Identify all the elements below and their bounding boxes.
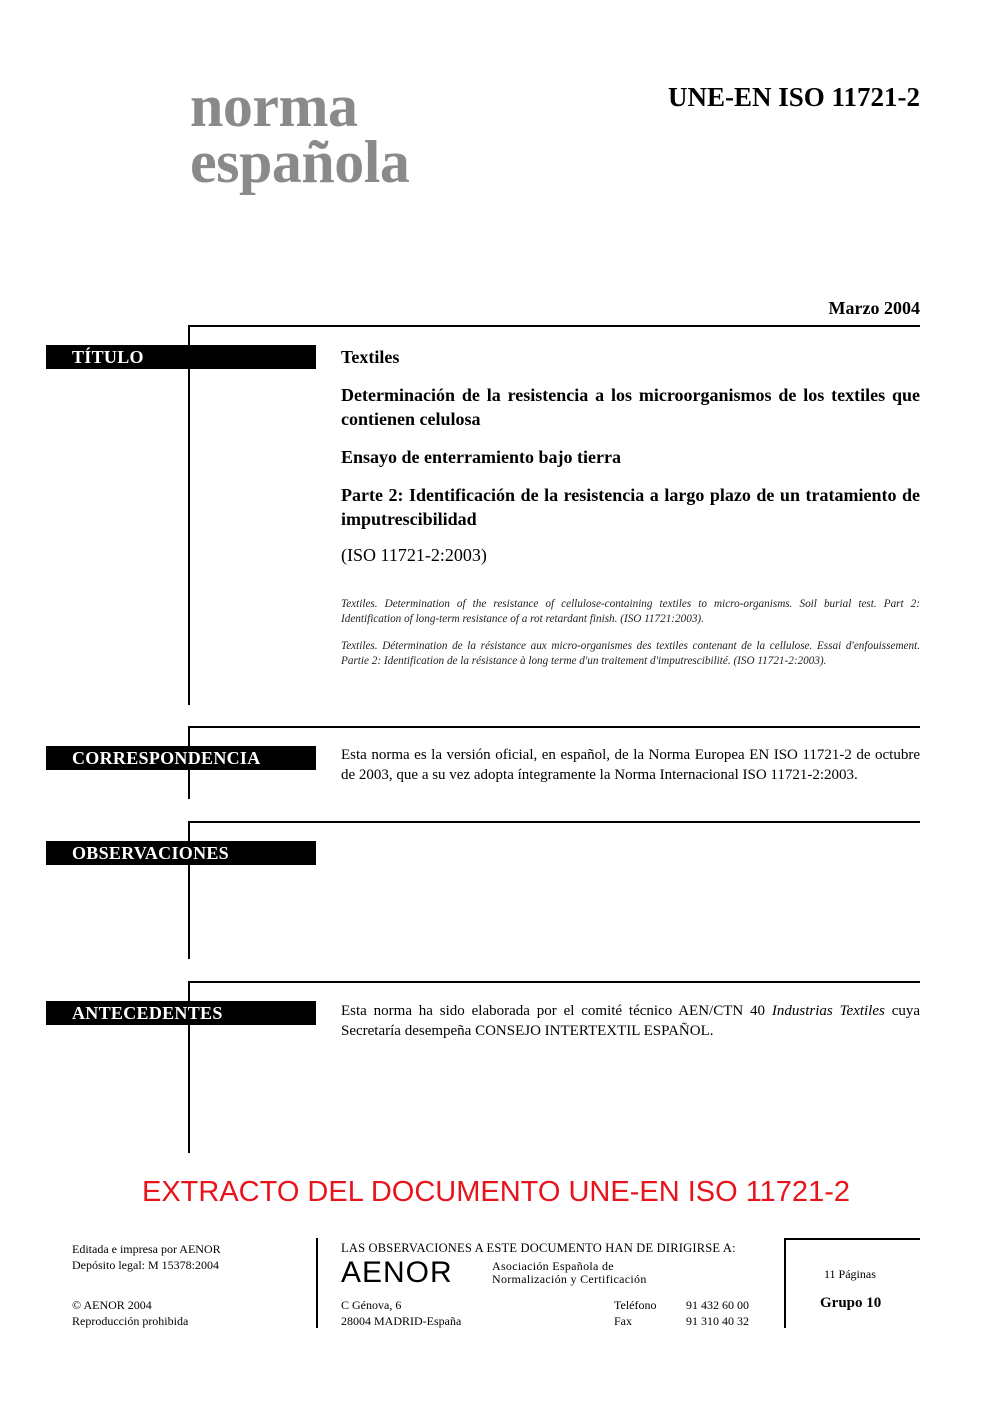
title-line-textiles: Textiles [341,347,400,367]
title-top-rule [188,325,920,327]
footer-box-top-rule [784,1238,920,1240]
title-line-test: Ensayo de enterramiento bajo tierra [341,447,621,467]
footer-publisher [72,1241,221,1273]
extract-watermark: EXTRACTO DEL DOCUMENTO UNE-EN ISO 11721-2 [142,1176,850,1208]
footer-reproduction: Reproducción prohibida [72,1314,189,1328]
correspondencia-text: Esta norma es la versión oficial, en español, de la Norma Europea EN ISO 11721-2 de octubre de 2003, que a su vez adopta íntegramente la Norma Internacional ISO 11721-2:2003. [341,747,920,783]
footer-separator-right [784,1238,786,1328]
standard-code: UNE-EN ISO 11721-2 [667,82,920,112]
footer-contact-values [686,1297,749,1329]
iso-reference: (ISO 11721-2:2003) [341,545,487,565]
antecedentes-text [341,1001,920,1041]
publication-date: Marzo 2004 [828,298,920,318]
brand-line-1: norma [190,73,358,139]
antecedentes-top-rule [188,981,920,983]
title-line-part: Parte 2: Identificación de la resistencia a largo plazo de un tratamiento de imputrescibilidad [341,485,920,529]
antecedentes-text-after: cuya Secretaría desempeña CONSEJO INTERTEXTIL ESPAÑOL. [341,1003,921,1039]
footer-phone-value: 91 432 60 00 [686,1298,749,1312]
aenor-logo: AENOR [341,1256,453,1289]
aenor-full-name [492,1260,647,1286]
price-group: Grupo 10 [820,1295,882,1311]
footer-observations-heading: LAS OBSERVACIONES A ESTE DOCUMENTO HAN DE DIRIGIRSE A: [341,1241,736,1255]
antecedentes-text-before: Esta norma ha sido elaborada por el comité técnico AEN/CTN 40 [341,1003,772,1019]
footer-address [341,1297,461,1329]
correspondencia-top-rule [188,726,920,728]
french-title: Textiles. Détermination de la résistance aux micro-organismes des textiles contenant de la cellulose. Essai d'enfouissement. Partie 2: Identification de la résistance à long terme d'un traitement d'imputrescibilité. (ISO 11721-2:2003). [341,640,920,667]
footer-rights [72,1297,188,1329]
brand-line-2: española [190,129,410,195]
footer-fax-label: Fax [614,1314,632,1328]
aenor-full-line-1: Asociación Española de [492,1259,614,1273]
title-block [341,345,920,681]
section-label-antecedentes: ANTECEDENTES [46,1001,316,1025]
footer-contact-labels [614,1297,656,1329]
footer-deposit: Depósito legal: M 15378:2004 [72,1258,219,1272]
title-line-determination: Determinación de la resistencia a los microorganismos de los textiles que contienen celulosa [341,385,920,429]
observaciones-top-rule [188,821,920,823]
section-label-correspondencia: CORRESPONDENCIA [46,746,316,770]
brand-title [190,73,410,195]
section-label-titulo: TÍTULO [46,345,316,369]
title-vertical-rule [188,325,190,705]
footer-separator-left [316,1238,318,1328]
committee-name: Industrias Textiles [771,1003,885,1019]
section-label-observaciones: OBSERVACIONES [46,841,316,865]
aenor-full-line-2: Normalización y Certificación [492,1272,647,1286]
english-title: Textiles. Determination of the resistance of cellulose-containing textiles to micro-organisms. Soil burial test. Part 2: Identification of long-term resistance of a rot retardant finish. (ISO 11721:2003). [341,598,920,625]
footer-copyright: © AENOR 2004 [72,1298,152,1312]
footer-fax-value: 91 310 40 32 [686,1314,749,1328]
footer-edited: Editada e impresa por AENOR [72,1242,221,1256]
footer-address-street: C Génova, 6 [341,1298,402,1312]
page-count: 11 Páginas [824,1267,876,1281]
footer-phone-label: Teléfono [614,1298,657,1312]
footer-address-city: 28004 MADRID-España [341,1314,462,1328]
